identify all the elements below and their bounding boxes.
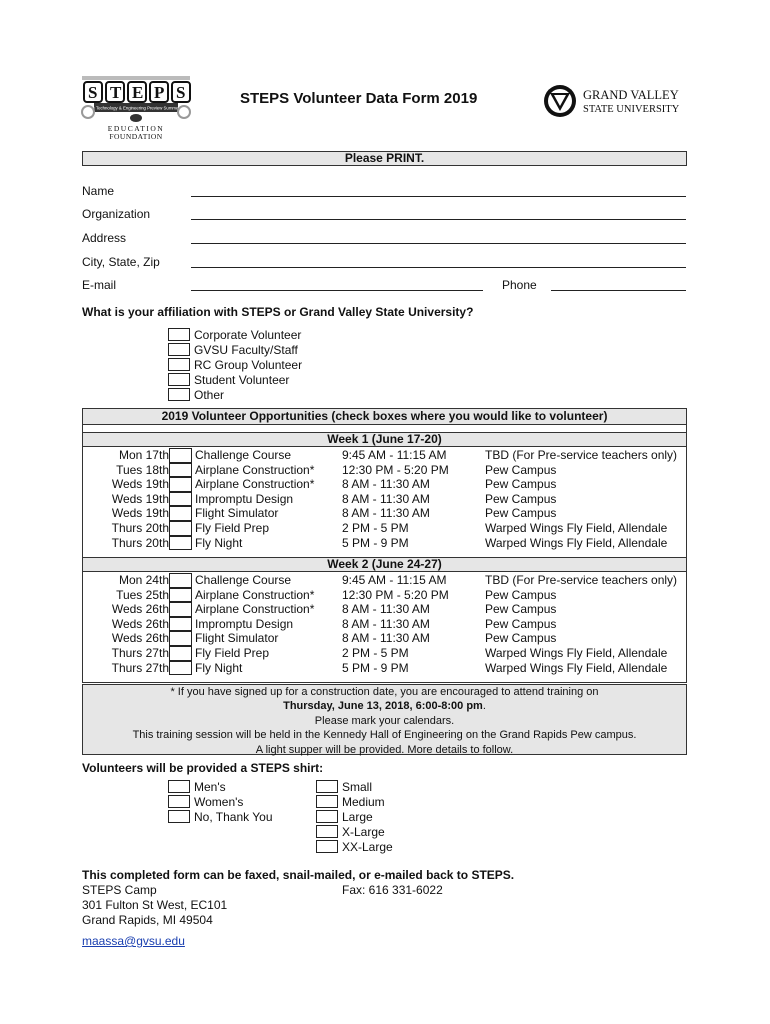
opportunities-title-bar — [82, 408, 687, 425]
email-label: E-mail — [82, 278, 117, 292]
shirt-style-label: Women's — [194, 795, 244, 809]
organization-field[interactable] — [191, 219, 686, 220]
schedule-activity: Flight Simulator — [195, 506, 279, 521]
training-note-line: Please mark your calendars. — [314, 714, 455, 727]
schedule-checkbox[interactable] — [169, 521, 192, 536]
name-field[interactable] — [191, 196, 686, 197]
week-2-bar — [82, 557, 687, 572]
schedule-time: 8 AM - 11:30 AM — [342, 477, 430, 492]
schedule-location: Pew Campus — [485, 491, 557, 506]
checkbox[interactable] — [168, 358, 190, 371]
affiliation-option[interactable] — [168, 387, 328, 402]
training-note-box — [82, 684, 687, 755]
schedule-checkbox[interactable] — [169, 617, 192, 632]
shirt-size-option[interactable] — [316, 779, 436, 794]
shirt-size-label: Small — [342, 780, 373, 794]
schedule-activity: Airplane Construction* — [195, 587, 315, 602]
schedule-row — [82, 463, 687, 478]
schedule-day: Mon 24th — [118, 573, 169, 587]
gvsu-logo-line2: STATE UNIVERSITY — [583, 104, 680, 115]
training-date: Thursday, June 13, 2018, 6:00-8:00 pm — [283, 700, 483, 713]
schedule-checkbox[interactable] — [169, 588, 192, 603]
schedule-time: 12:30 PM - 5:20 PM — [342, 462, 449, 477]
week-2-label: Week 2 (June 24-27) — [327, 557, 442, 571]
shirt-style-option[interactable] — [168, 779, 308, 794]
shirt-style-label: Men's — [194, 780, 226, 794]
schedule-checkbox[interactable] — [169, 477, 192, 492]
schedule-day: Thurs 20th — [111, 521, 169, 535]
schedule-day: Tues 25th — [116, 587, 169, 602]
schedule-activity: Fly Night — [195, 660, 243, 675]
page-title: STEPS Volunteer Data Form 2019 — [240, 90, 478, 107]
schedule-day: Thurs 27th — [111, 660, 169, 675]
gvsu-logo-graphic — [543, 82, 688, 120]
schedule-time: 9:45 AM - 11:15 AM — [342, 573, 447, 587]
schedule-activity: Challenge Course — [195, 573, 292, 587]
schedule-location: Warped Wings Fly Field, Allendale — [485, 535, 668, 550]
shirt-style-label: No, Thank You — [194, 810, 273, 824]
footer-fax: Fax: 616 331-6022 — [342, 883, 443, 897]
gvsu-logo-line1: GRAND VALLEY — [583, 88, 679, 102]
schedule-activity: Airplane Construction* — [195, 462, 315, 477]
schedule-checkbox[interactable] — [169, 463, 192, 478]
shirt-size-label: Large — [342, 810, 373, 824]
schedule-activity: Fly Field Prep — [195, 521, 270, 535]
schedule-row — [82, 477, 687, 492]
organization-label: Organization — [82, 207, 151, 221]
schedule-checkbox[interactable] — [169, 646, 192, 661]
schedule-location: Warped Wings Fly Field, Allendale — [485, 646, 668, 660]
affiliation-question: What is your affiliation with STEPS or Grand Valley State University? — [82, 305, 474, 319]
training-note-date-line — [83, 699, 686, 713]
steps-logo-letter: P — [154, 83, 165, 102]
schedule-location: Pew Campus — [485, 506, 557, 521]
affiliation-option-label: Student Volunteer — [194, 373, 290, 387]
schedule-row — [82, 448, 687, 463]
schedule-time: 2 PM - 5 PM — [342, 646, 409, 660]
schedule-activity: Fly Night — [195, 535, 243, 550]
schedule-day: Weds 26th — [111, 602, 169, 617]
checkbox[interactable] — [316, 780, 338, 793]
schedule-activity: Flight Simulator — [195, 631, 279, 646]
phone-label: Phone — [502, 278, 537, 292]
schedule-row — [82, 573, 687, 588]
schedule-day: Thurs 20th — [111, 535, 169, 550]
affiliation-option[interactable] — [168, 372, 328, 387]
schedule-checkbox[interactable] — [169, 661, 192, 676]
affiliation-option-label: RC Group Volunteer — [194, 358, 303, 372]
schedule-time: 9:45 AM - 11:15 AM — [342, 448, 447, 462]
schedule-location: Pew Campus — [485, 616, 557, 631]
steps-logo-letter: E — [132, 83, 144, 102]
schedule-checkbox[interactable] — [169, 506, 192, 521]
schedule-location: Pew Campus — [485, 602, 557, 617]
affiliation-option[interactable] — [168, 342, 328, 357]
footer-address-line: STEPS Camp — [82, 883, 157, 897]
schedule-time: 12:30 PM - 5:20 PM — [342, 587, 449, 602]
steps-logo-graphic — [80, 76, 192, 146]
steps-logo — [80, 76, 192, 146]
affiliation-option[interactable] — [168, 327, 328, 342]
schedule-row — [82, 661, 687, 676]
schedule-activity: Challenge Course — [195, 448, 292, 462]
checkbox[interactable] — [168, 343, 190, 356]
address-field[interactable] — [191, 243, 686, 244]
training-note-line: * If you have signed up for a construction date, you are encouraged to attend training on — [170, 686, 599, 698]
schedule-checkbox[interactable] — [169, 536, 192, 551]
schedule-row — [82, 602, 687, 617]
shirt-style-option[interactable] — [168, 809, 308, 824]
steps-logo-tagline: Science Technology & Engineering Preview Summer Camp — [80, 105, 192, 111]
schedule-activity: Airplane Construction* — [195, 477, 315, 492]
name-label: Name — [82, 184, 115, 198]
schedule-checkbox[interactable] — [169, 573, 192, 588]
checkbox[interactable] — [316, 825, 338, 838]
steps-logo-letter: S — [176, 83, 186, 102]
week-1-label: Week 1 (June 17-20) — [327, 432, 442, 446]
schedule-location: Pew Campus — [485, 631, 557, 646]
schedule-location: TBD (For Pre-service teachers only) — [485, 573, 678, 587]
affiliation-options — [168, 327, 328, 402]
checkbox[interactable] — [168, 780, 190, 793]
schedule-activity: Impromptu Design — [195, 491, 294, 506]
schedule-row — [82, 506, 687, 521]
schedule-location: Warped Wings Fly Field, Allendale — [485, 660, 668, 675]
shirt-size-option[interactable] — [316, 824, 436, 839]
schedule-activity: Fly Field Prep — [195, 646, 270, 660]
city-state-zip-field[interactable] — [191, 267, 686, 268]
gvsu-logo — [543, 82, 688, 120]
footer-address-line: Grand Rapids, MI 49504 — [82, 913, 213, 927]
shirt-size-label: XX-Large — [342, 840, 393, 854]
shirt-size-option[interactable] — [316, 809, 436, 824]
schedule-row — [82, 588, 687, 603]
email-field[interactable] — [191, 290, 483, 291]
schedule-row — [82, 646, 687, 661]
checkbox[interactable] — [168, 795, 190, 808]
schedule-location: Pew Campus — [485, 462, 557, 477]
footer-email-link[interactable]: maassa@gvsu.edu — [82, 934, 185, 948]
shirt-heading: Volunteers will be provided a STEPS shirt: — [82, 761, 324, 775]
checkbox[interactable] — [168, 373, 190, 386]
schedule-location: TBD (For Pre-service teachers only) — [485, 448, 678, 462]
checkbox[interactable] — [316, 795, 338, 808]
training-date-punct: . — [482, 700, 486, 713]
footer-address-line: 301 Fulton St West, EC101 — [82, 898, 228, 912]
schedule-location: Pew Campus — [485, 587, 557, 602]
schedule-day: Weds 26th — [111, 616, 169, 631]
print-instruction: Please PRINT. — [344, 151, 425, 165]
checkbox[interactable] — [168, 328, 190, 341]
schedule-checkbox[interactable] — [169, 631, 192, 646]
schedule-time: 8 AM - 11:30 AM — [342, 491, 430, 506]
schedule-row — [82, 492, 687, 507]
schedule-checkbox[interactable] — [169, 448, 192, 463]
checkbox[interactable] — [316, 840, 338, 853]
schedule-day: Weds 19th — [111, 477, 169, 492]
schedule-day: Mon 17th — [118, 448, 169, 462]
checkbox[interactable] — [168, 810, 190, 823]
steps-logo-letter: T — [110, 83, 122, 102]
schedule-time: 8 AM - 11:30 AM — [342, 506, 430, 521]
schedule-checkbox[interactable] — [169, 602, 192, 617]
schedule-row — [82, 521, 687, 536]
affiliation-option-label: Other — [194, 388, 225, 402]
affiliation-option-label: Corporate Volunteer — [194, 328, 302, 342]
checkbox[interactable] — [316, 810, 338, 823]
week-1-bar — [82, 432, 687, 447]
shirt-size-option[interactable] — [316, 839, 436, 854]
schedule-location: Pew Campus — [485, 477, 557, 492]
opportunities-title: 2019 Volunteer Opportunities (check boxes where you would like to volunteer) — [161, 409, 608, 423]
schedule-day: Thurs 27th — [111, 646, 169, 660]
checkbox[interactable] — [168, 388, 190, 401]
schedule-time: 2 PM - 5 PM — [342, 521, 409, 535]
print-instruction-bar — [82, 151, 687, 166]
schedule-time: 8 AM - 11:30 AM — [342, 616, 430, 631]
steps-logo-foundation: EDUCATION — [107, 124, 165, 133]
footer-heading: This completed form can be faxed, snail-mailed, or e-mailed back to STEPS. — [82, 868, 515, 882]
steps-logo-letter: S — [88, 83, 98, 102]
address-label: Address — [82, 231, 127, 245]
affiliation-option[interactable] — [168, 357, 328, 372]
schedule-day: Weds 19th — [111, 491, 169, 506]
schedule-activity: Airplane Construction* — [195, 602, 315, 617]
shirt-size-option[interactable] — [316, 794, 436, 809]
affiliation-option-label: GVSU Faculty/Staff — [194, 343, 298, 357]
shirt-size-label: X-Large — [342, 825, 385, 839]
phone-field[interactable] — [551, 290, 686, 291]
schedule-day: Tues 18th — [116, 462, 169, 477]
schedule-time: 8 AM - 11:30 AM — [342, 602, 430, 617]
city-state-zip-label: City, State, Zip — [82, 255, 160, 269]
schedule-row — [82, 631, 687, 646]
shirt-size-label: Medium — [342, 795, 385, 809]
shirt-style-options — [168, 779, 308, 824]
schedule-time: 8 AM - 11:30 AM — [342, 631, 430, 646]
steps-logo-foundation: FOUNDATION — [109, 132, 163, 141]
schedule-time: 5 PM - 9 PM — [342, 660, 409, 675]
schedule-checkbox[interactable] — [169, 492, 192, 507]
schedule-location: Warped Wings Fly Field, Allendale — [485, 521, 668, 535]
schedule-time: 5 PM - 9 PM — [342, 535, 409, 550]
training-note-line: A light supper will be provided. More details to follow. — [255, 743, 514, 756]
schedule-day: Weds 26th — [111, 631, 169, 646]
shirt-size-options — [316, 779, 436, 854]
shirt-style-option[interactable] — [168, 794, 308, 809]
schedule-row — [82, 617, 687, 632]
training-note-line: This training session will be held in the Kennedy Hall of Engineering on the Grand Rapids Pew campus. — [132, 729, 637, 742]
schedule-day: Weds 19th — [111, 506, 169, 521]
schedule-activity: Impromptu Design — [195, 616, 294, 631]
schedule-row — [82, 536, 687, 551]
